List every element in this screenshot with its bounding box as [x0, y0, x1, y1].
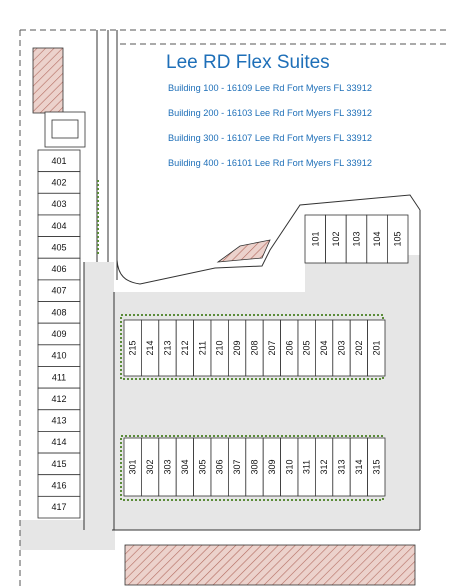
unit-label: 212	[179, 340, 190, 356]
unit-label: 102	[330, 231, 341, 247]
unit-label: 405	[51, 242, 67, 253]
unit-label: 311	[301, 459, 312, 475]
unit-label: 306	[214, 459, 225, 475]
building-100-address: Building 100 - 16109 Lee Rd Fort Myers FL 33912	[168, 83, 372, 93]
unit-label: 310	[284, 459, 295, 475]
building-300	[124, 438, 385, 496]
unit-label: 302	[145, 459, 156, 475]
unit-label: 101	[310, 231, 321, 247]
unit-label: 206	[284, 340, 295, 356]
unit-label: 402	[51, 177, 67, 188]
unit-label: 410	[51, 350, 67, 361]
unit-label: 209	[232, 340, 243, 356]
unit-label: 404	[51, 220, 67, 231]
hatched-island	[218, 240, 270, 262]
unit-label: 414	[51, 437, 67, 448]
unit-label: 312	[319, 459, 330, 475]
unit-label: 104	[372, 231, 383, 247]
building-100	[305, 215, 408, 263]
unit-label: 309	[266, 459, 277, 475]
unit-label: 202	[353, 340, 364, 356]
unit-label: 214	[145, 340, 156, 356]
unit-label: 407	[51, 285, 67, 296]
unit-label: 215	[127, 340, 138, 356]
unit-label: 207	[266, 340, 277, 356]
unit-label: 203	[336, 340, 347, 356]
unit-label: 411	[51, 372, 67, 383]
unit-label: 304	[179, 459, 190, 475]
unit-label: 205	[301, 340, 312, 356]
unit-label: 307	[232, 459, 243, 475]
hatched-landscape-south	[125, 545, 415, 585]
unit-label: 204	[319, 340, 330, 356]
north-structure	[45, 112, 85, 147]
unit-label: 415	[51, 458, 67, 469]
unit-label: 412	[51, 393, 67, 404]
plan-title: Lee RD Flex Suites	[166, 52, 330, 73]
unit-label: 303	[162, 459, 173, 475]
unit-label: 305	[197, 459, 208, 475]
unit-label: 211	[197, 340, 208, 356]
unit-label: 208	[249, 340, 260, 356]
building-300-address: Building 300 - 16107 Lee Rd Fort Myers FL 33912	[168, 133, 372, 143]
unit-label: 308	[249, 459, 260, 475]
unit-label: 301	[127, 459, 138, 475]
unit-label: 213	[162, 340, 173, 356]
building-200-address: Building 200 - 16103 Lee Rd Fort Myers FL 33912	[168, 108, 372, 118]
unit-label: 413	[51, 415, 67, 426]
hatched-landscape-north	[33, 48, 63, 113]
site-legend	[150, 52, 450, 183]
unit-label: 406	[51, 264, 67, 275]
unit-label: 416	[51, 480, 67, 491]
unit-label: 401	[51, 155, 67, 166]
unit-label: 315	[371, 459, 382, 475]
unit-label: 210	[214, 340, 225, 356]
unit-label: 201	[371, 340, 382, 356]
unit-label: 313	[336, 459, 347, 475]
unit-label: 314	[353, 459, 364, 475]
unit-label: 408	[51, 307, 67, 318]
building-200	[124, 320, 385, 376]
unit-label: 105	[392, 231, 403, 247]
unit-label: 417	[51, 502, 67, 513]
building-400	[38, 150, 80, 518]
unit-label: 409	[51, 329, 67, 339]
unit-label: 403	[51, 199, 67, 210]
unit-label: 103	[351, 231, 362, 247]
building-400-address: Building 400 - 16101 Lee Rd Fort Myers FL 33912	[168, 158, 372, 168]
